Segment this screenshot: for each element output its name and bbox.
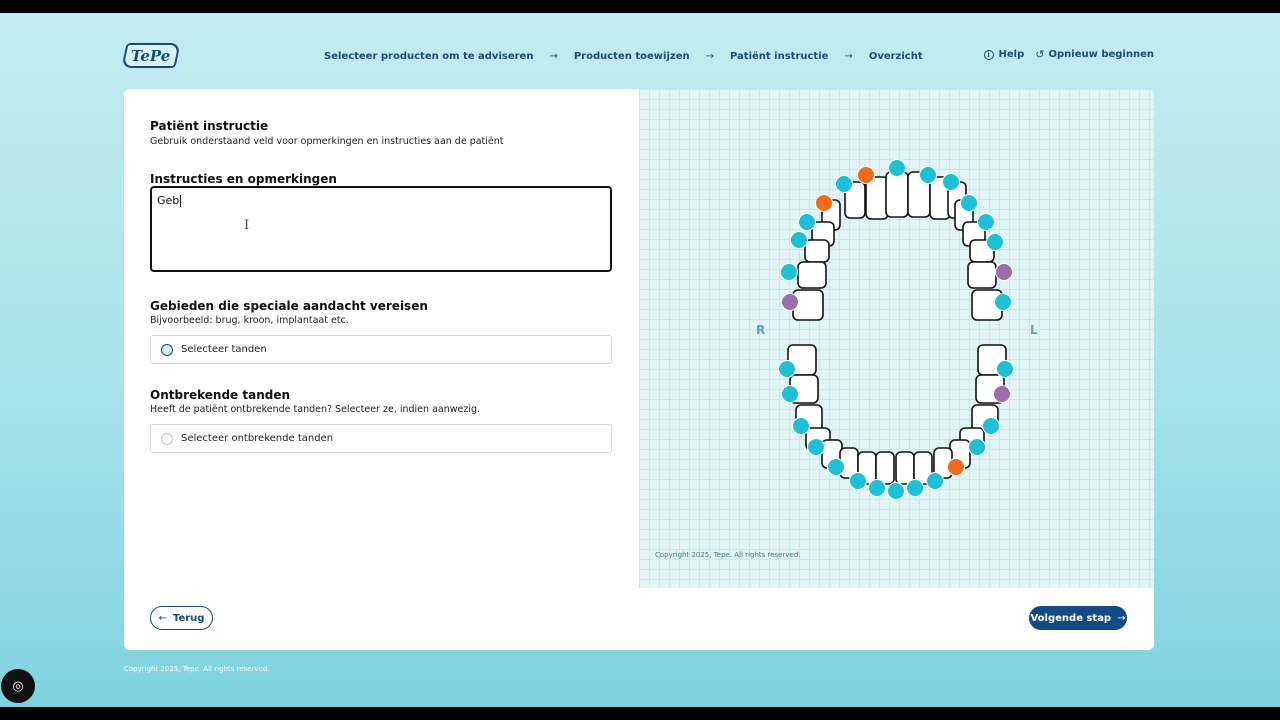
next-step-button[interactable] — [1029, 606, 1127, 630]
upper-tooth-11 — [805, 240, 829, 262]
tooth-marker-14[interactable] — [782, 294, 799, 311]
stepper — [324, 48, 923, 64]
main-card — [124, 89, 1154, 650]
step-assign-products[interactable]: Producten toewijzen — [573, 50, 690, 62]
tooth-marker-23[interactable] — [969, 439, 986, 456]
restart-button[interactable] — [1035, 48, 1154, 61]
instructions-value: Geb — [157, 194, 180, 207]
tooth-marker-8[interactable] — [799, 214, 816, 231]
help-label: Help — [998, 49, 1025, 60]
footer-bar — [124, 588, 1154, 650]
select-missing-teeth[interactable] — [150, 424, 612, 453]
arrow-left-icon: ← — [158, 612, 167, 624]
missing-teeth-subtitle: Heeft de patiënt ontbrekende tanden? Selecteer ze, indien aanwezig. — [150, 404, 481, 415]
step-overview[interactable]: Overzicht — [868, 50, 923, 62]
tooth-marker-22[interactable] — [808, 439, 825, 456]
tooth-marker-5[interactable] — [943, 174, 960, 191]
tooth-marker-12[interactable] — [781, 264, 798, 281]
upper-tooth-13 — [798, 262, 826, 288]
header-actions — [973, 48, 1154, 61]
restart-icon: ↺ — [1035, 48, 1045, 61]
tooth-marker-16[interactable] — [779, 361, 796, 378]
next-label: Volgende stap — [1030, 612, 1112, 624]
select-teeth-special-label: Selecteer tanden — [181, 344, 267, 355]
page-title: Patiënt instructie — [150, 119, 269, 133]
logo-text: TePe — [131, 46, 171, 65]
tooth-marker-7[interactable] — [961, 195, 978, 212]
tooth-marker-13[interactable] — [996, 264, 1013, 281]
left-side-label: L — [1030, 323, 1038, 337]
tooth-marker-24[interactable] — [828, 459, 845, 476]
upper-tooth-14 — [968, 262, 996, 288]
tooth-marker-4[interactable] — [836, 176, 853, 193]
tooth-marker-28[interactable] — [869, 480, 886, 497]
tooth-marker-1[interactable] — [889, 160, 906, 177]
tooth-marker-15[interactable] — [995, 294, 1012, 311]
tooth-marker-3[interactable] — [858, 167, 875, 184]
instructions-textarea[interactable] — [150, 186, 612, 272]
tooth-marker-19[interactable] — [994, 386, 1011, 403]
tooth-marker-18[interactable] — [782, 386, 799, 403]
tooth-marker-30[interactable] — [888, 483, 905, 500]
back-button[interactable] — [150, 606, 213, 630]
radio-icon[interactable] — [161, 433, 173, 445]
tooth-marker-10[interactable] — [791, 232, 808, 249]
select-teeth-special[interactable] — [150, 335, 612, 364]
select-missing-teeth-label: Selecteer ontbrekende tanden — [181, 433, 334, 444]
restart-label: Opnieuw beginnen — [1048, 49, 1154, 60]
app-screen — [0, 13, 1280, 707]
teeth-diagram[interactable] — [639, 89, 1154, 559]
page-copyright: Copyright 2025, Tepe. All rights reserved. — [124, 665, 270, 673]
diagram-copyright: Copyright 2025, Tepe. All rights reserved. — [655, 551, 801, 559]
upper-tooth-3 — [886, 172, 908, 217]
tooth-marker-20[interactable] — [793, 418, 810, 435]
back-label: Terug — [172, 612, 205, 624]
tooth-marker-29[interactable] — [907, 480, 924, 497]
arrow-right-icon: → — [844, 50, 853, 62]
special-areas-title: Gebieden die speciale aandacht vereisen — [150, 299, 428, 313]
info-icon: i — [984, 50, 994, 60]
text-cursor-icon: I — [244, 218, 250, 233]
tooth-marker-21[interactable] — [983, 418, 1000, 435]
text-caret — [180, 195, 181, 207]
instructions-label: Instructies en opmerkingen — [150, 172, 337, 186]
arrow-right-icon: → — [1117, 612, 1126, 624]
right-side-label: R — [756, 323, 766, 337]
radio-icon[interactable] — [161, 344, 173, 356]
tepe-logo[interactable] — [121, 43, 180, 68]
missing-teeth-title: Ontbrekende tanden — [150, 388, 291, 402]
arrow-right-icon: → — [705, 50, 714, 62]
teeth-diagram-panel — [639, 89, 1154, 588]
tooth-marker-11[interactable] — [987, 234, 1004, 251]
help-button[interactable] — [984, 49, 1025, 60]
page-subtitle: Gebruik onderstaand veld voor opmerkingen en instructies aan de patiënt — [150, 136, 504, 147]
tooth-marker-27[interactable] — [927, 473, 944, 490]
tooth-marker-17[interactable] — [997, 361, 1014, 378]
tooth-marker-25[interactable] — [948, 459, 965, 476]
instruction-form — [124, 89, 639, 588]
tooth-marker-26[interactable] — [850, 473, 867, 490]
step-patient-instruction[interactable]: Patiënt instructie — [729, 50, 829, 62]
arrow-right-icon: → — [549, 50, 558, 62]
step-select-products[interactable]: Selecteer producten om te adviseren — [324, 50, 534, 62]
tooth-marker-6[interactable] — [816, 195, 833, 212]
tooth-marker-9[interactable] — [978, 214, 995, 231]
accessibility-toggle-icon[interactable]: ◎ — [1, 669, 35, 703]
special-areas-subtitle: Bijvoorbeeld: brug, kroon, implantaat etc. — [150, 315, 349, 326]
lower-tooth-15 — [896, 452, 914, 484]
tooth-marker-2[interactable] — [920, 167, 937, 184]
